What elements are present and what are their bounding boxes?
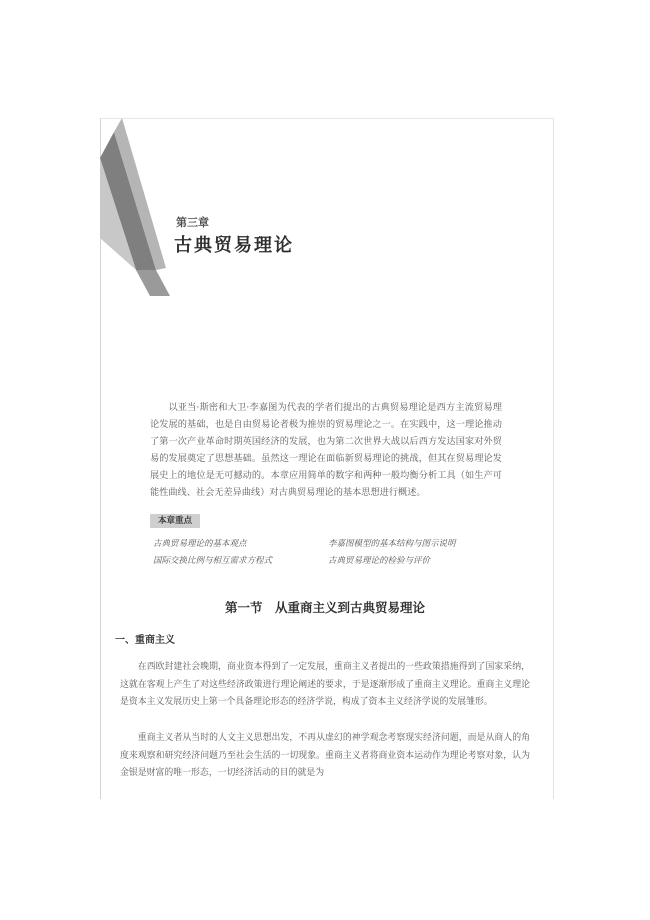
subsection-heading: 一、重商主义 (115, 635, 175, 646)
chapter-ribbon-graphic (100, 118, 220, 298)
key-point-item: 李嘉图模型的基本结构与图示说明 (328, 539, 456, 549)
section-title: 第一节 从重商主义到古典贸易理论 (224, 600, 425, 615)
key-point-item: 古典贸易理论的检验与评价 (328, 556, 431, 566)
key-point-item: 古典贸易理论的基本观点 (153, 539, 247, 549)
chapter-intro: 以亚当·斯密和大卫·李嘉图为代表的学者们提出的古典贸易理论是西方主流贸易理论发展的基础，也是自由贸易论者极为推崇的贸易理论之一。在实践中，这一理论推动了第一次产业革命时期英国经济的发展，也为第二次世界大战以后西方发达国家对外贸易的发展奠定了思想基础。虽然这一理论在面临新贸易理论的挑战，但其在贸易理论发展史上的地位是无可撼动的。本章应用简单的数字和两种一般均衡分析工具（如生产可能性曲线、社会无差异曲线）对古典贸易理论的基本思想进行概述。 (150, 402, 502, 498)
body-paragraph: 重商主义者从当时的人文主义思想出发，不再从虚幻的神学观念考察现实经济问题，而是从商人的角度来观察和研究经济问题乃至社会生活的一切现象。重商主义者将商业资本运动作为理论考察对象，认为金银是财富的唯一形态，一切经济活动的目的就是为 (120, 733, 530, 778)
key-point-item: 国际交换比例与相互需求方程式 (153, 556, 273, 566)
body-paragraph: 在西欧封建社会晚期，商业资本得到了一定发展，重商主义者提出的一些政策措施得到了国家采纳，这就在客观上产生了对这些经济政策进行理论阐述的要求，于是逐渐形成了重商主义理论。重商主义理论是资本主义发展历史上第一个具备理论形态的经济学说，构成了资本主义经济学说的发展雏形。 (120, 662, 530, 707)
chapter-title: 古典贸易理论 (174, 235, 294, 256)
key-points-badge: 本章重点 (150, 514, 200, 528)
chapter-number: 第三章 (176, 216, 209, 229)
